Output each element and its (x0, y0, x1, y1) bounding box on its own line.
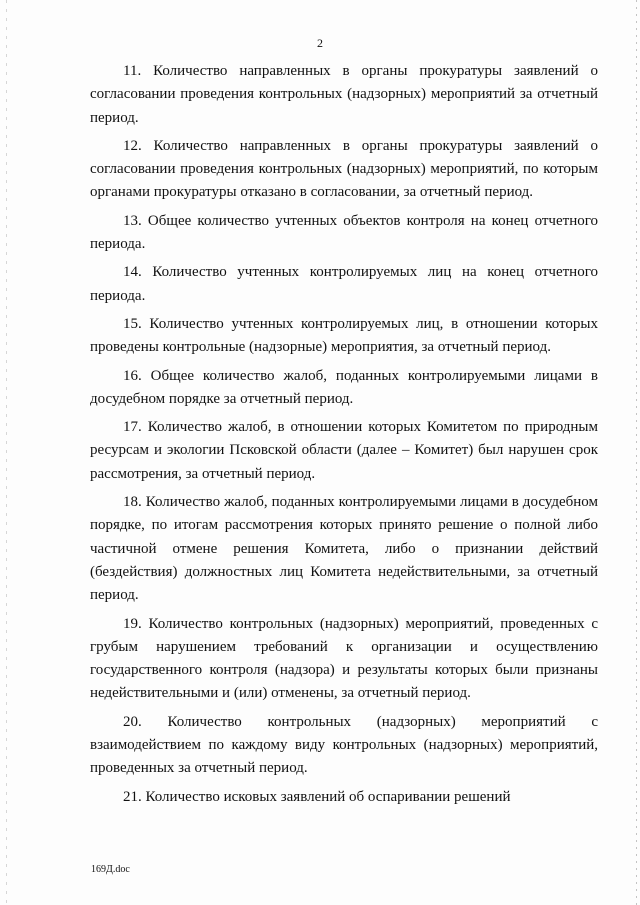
scan-edge-left (6, 0, 7, 905)
scan-edge-right (636, 0, 637, 905)
paragraph-20: 20. Количество контрольных (надзорных) мероприятий с взаимодействием по каждому виду контрольных (надзорных) мероприятий, проведенных за отчетный период. (90, 713, 598, 777)
document-body (90, 60, 598, 814)
paragraph-15: 15. Количество учтенных контролируемых лиц, в отношении которых проведены контрольные (надзорные) мероприятия, за отчетный период. (90, 315, 598, 356)
paragraph-14: 14. Количество учтенных контролируемых лиц на конец отчетного периода. (90, 264, 598, 304)
page-number: 2 (317, 36, 323, 50)
paragraph-17: 17. Количество жалоб, в отношении которых Комитетом по природным ресурсам и экологии Псковской области (далее – Комитет) был нарушен срок рассмотрения, за отчетный период. (90, 419, 598, 482)
paragraph-19: 19. Количество контрольных (надзорных) мероприятий, проведенных с грубым нарушением требований к организации и осуществлению государственного контроля (надзора) и результаты которых были признаны недействительными и (или) отменены, за отчетный период. (90, 615, 598, 702)
paragraph-12: 12. Количество направленных в органы прокуратуры заявлений о согласовании проведения контрольных (надзорных) мероприятий, по которым органами прокуратуры отказано в согласовании, за отчетный период. (90, 137, 598, 201)
file-name-footer: 169Д.doc (91, 864, 130, 875)
paragraph-18: 18. Количество жалоб, поданных контролируемыми лицами в досудебном порядке, по итогам рассмотрения которых принято решение о полной либо частичной отмене решения Комитета, либо о признании действий (бездействия) должностных лиц Комитета недействительными, за отчетный период. (90, 494, 598, 604)
paragraph-11: 11. Количество направленных в органы прокуратуры заявлений о согласовании проведения контрольных (надзорных) мероприятий за отчетный период. (90, 63, 598, 126)
paragraph-21: 21. Количество исковых заявлений об оспаривании решений (123, 788, 511, 805)
paragraph-16: 16. Общее количество жалоб, поданных контролируемыми лицами в досудебном порядке за отчетный период. (90, 367, 598, 407)
paragraph-13: 13. Общее количество учтенных объектов контроля на конец отчетного периода. (90, 212, 598, 253)
